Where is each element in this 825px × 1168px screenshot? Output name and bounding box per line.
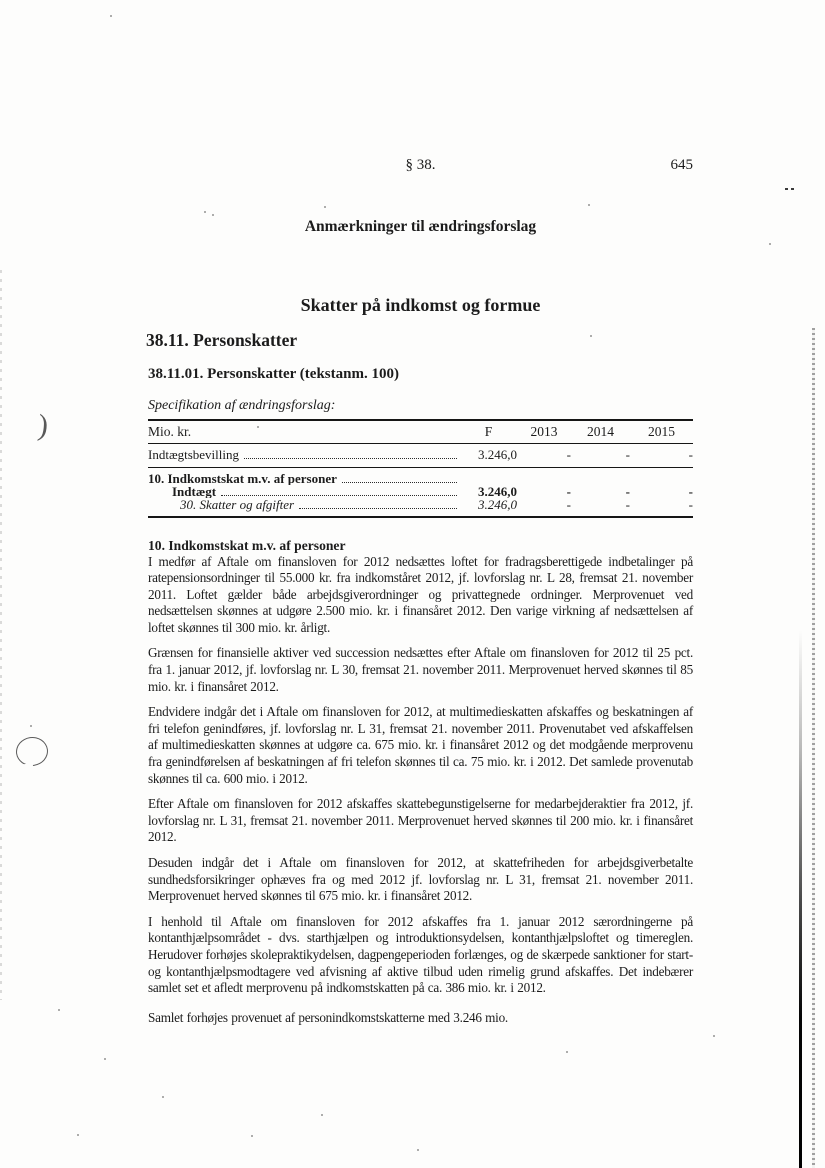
- scan-speck: [30, 725, 32, 727]
- body-paragraph-4: Efter Aftale om finansloven for 2012 afskaffes skattebegunstigelserne for medarbejderaktier fra 2012, jf. lovforslag nr. L 31, fremsat 21. november 2011. Merprovenuet herved skønnes til 200 mio. kr. i finansåret 2012.: [148, 796, 693, 845]
- row-label: Indtægtsbevilling: [148, 447, 239, 462]
- row-label: 10. Indkomstskat m.v. af personer: [148, 472, 337, 485]
- scan-speck: [212, 214, 214, 216]
- value-f: 3.246,0: [478, 497, 517, 512]
- table-header-row: [148, 421, 693, 444]
- header-cell-mio-kr: [148, 424, 460, 440]
- row-label: 30. Skatter og afgifter: [180, 498, 295, 512]
- header-cell-f: F: [484, 424, 493, 439]
- scan-speck: [588, 204, 590, 206]
- scan-circle-gap: [23, 763, 34, 769]
- scan-speck: [566, 1051, 568, 1053]
- scan-spine-line-gray: [812, 328, 815, 1168]
- scan-speck: [769, 243, 771, 245]
- body-section-heading: 10. Indkomstskat m.v. af personer: [148, 537, 346, 553]
- table-row-indtaegt: [148, 485, 693, 498]
- dot-leader: [221, 495, 457, 496]
- scan-speck: [257, 426, 259, 428]
- value-2014: -: [625, 447, 630, 462]
- scan-speck: [417, 1149, 419, 1151]
- dot-leader: [244, 458, 457, 459]
- row-label: Indtægt: [172, 485, 217, 498]
- title-skatter-paa-indkomst: Skatter på indkomst og formue: [300, 295, 541, 315]
- scan-speck: [110, 15, 112, 17]
- scan-speck: [324, 206, 326, 208]
- heading-38-11-personskatter: 38.11. Personskatter: [146, 330, 298, 350]
- header-cell-2014: 2014: [587, 424, 614, 439]
- scan-spine-line-dark: [799, 630, 802, 1168]
- body-paragraph-7: Samlet forhøjes provenuet af personindkomstskatterne med 3.246 mio.: [148, 1009, 508, 1025]
- scan-circle-mark: [14, 735, 50, 768]
- body-paragraph-5: Desuden indgår det i Aftale om finansloven for 2012, at skattefriheden for arbejdsgiverbetalte sundhedsforsikringer ophæves fra og med 2012 jf. lovforslag nr. L 31, fremsat 21. november 2011. Merprovenuet herved skønnes til 675 mio. kr. i finansåret 2012.: [148, 855, 693, 904]
- value-2015: -: [688, 484, 693, 499]
- scan-speck: [251, 1135, 253, 1137]
- value-f: 3.246,0: [478, 484, 517, 499]
- scan-speck: [204, 211, 206, 213]
- row-label-cell: [148, 447, 460, 463]
- value-f: 3.246,0: [478, 447, 517, 462]
- page-number: 645: [670, 157, 693, 173]
- page-content: [148, 155, 693, 1026]
- row-label-cell: [148, 485, 460, 498]
- value-2015: -: [688, 447, 693, 462]
- page-header: [148, 155, 693, 175]
- row-label-cell: [148, 498, 460, 512]
- scan-speck: [590, 335, 592, 337]
- value-2014: -: [625, 484, 630, 499]
- row-label-cell: [148, 472, 460, 485]
- scan-speck: [791, 188, 794, 190]
- body-paragraph-2: Grænsen for finansielle aktiver ved succession nedsættes efter Aftale om finansloven for 2012 til 25 pct. fra 1. januar 2012, jf. lovforslag nr. L 30, fremsat 21. november 2011. Merprovenuet herved skønnes til 85 mio. kr. i finansåret 2012.: [148, 645, 693, 694]
- table-row-indkomstskat-gruppe: [148, 468, 693, 485]
- header-cell-2015: 2015: [648, 424, 675, 439]
- table-caption: Specifikation af ændringsforslag:: [148, 398, 336, 413]
- value-2015: -: [688, 497, 693, 512]
- title-anmaerkninger: Anmærkninger til ændringsforslag: [304, 218, 537, 235]
- scan-speck: [713, 1035, 715, 1037]
- body-paragraph-6: I henhold til Aftale om finansloven for 2012 afskaffes fra 1. januar 2012 særordningerne på kontanthjælpsområdet - dvs. starthjælpen og introduktionsydelsen, kontanthjælpsloftet og timereglen. Herudover forhøjes skolepraktikydelsen, dagpengeperioden forlænges, og de skærpede sanktioner for start- og kontanthjælpsmodtagere ved afvisning af aktive tilbud uden rimelig grund afskaffes. Det indebærer samlet set et afledt merprovenu på indkomstskatten på ca. 386 mio. kr. i 2012.: [148, 913, 693, 996]
- table-row-skatter-og-afgifter: [148, 498, 693, 516]
- scan-parenthesis-mark: ): [36, 408, 50, 443]
- specification-table: [148, 419, 693, 518]
- body-paragraph-3: Endvidere indgår det i Aftale om finansloven for 2012, at multimedieskatten afskaffes og beskatningen af fri telefon genindføres, jf. lovforslag nr. L 31, fremsat 21. november 2011. Provenutabet ved afskaffelsen af multimedieskatten skønnes at udgøre ca. 675 mio. kr. i finansåret 2012 og det modgående merprovenu fra genindførelsen af beskatningen af fri telefon skønnes til ca. 75 mio. kr. i 2012. Det samlede provenutab skønnes til ca. 600 mio. i 2012.: [148, 704, 693, 786]
- column-label: Mio. kr.: [148, 424, 192, 439]
- value-2014: -: [625, 497, 630, 512]
- value-2013: -: [566, 447, 571, 462]
- scan-speck: [104, 1058, 106, 1060]
- table-row-indtaegtsbevilling: [148, 444, 693, 468]
- dot-leader: [342, 482, 457, 483]
- scan-left-edge-line: [0, 270, 2, 1000]
- scan-speck: [162, 1096, 164, 1098]
- scan-speck: [785, 188, 788, 190]
- value-2013: -: [566, 484, 571, 499]
- dot-leader: [299, 508, 457, 509]
- scan-speck: [77, 1134, 79, 1136]
- heading-38-11-01-personskatter: 38.11.01. Personskatter (tekstanm. 100): [148, 366, 399, 382]
- header-cell-2013: 2013: [530, 424, 558, 439]
- scan-speck: [58, 1009, 60, 1011]
- scan-speck: [321, 1114, 323, 1116]
- section-number: § 38.: [405, 157, 436, 173]
- body-paragraph-1: I medfør af Aftale om finansloven for 2012 nedsættes loftet for fradragsberettigede indbetalinger på ratepensionsordninger til 55.000 kr. fra indkomståret 2012, jf. lovforslag nr. L 28, fremsat 21. november 2011. Loftet gælder både arbejdsgiverordninger og privattegnede ordninger. Merprovenuet ved nedsættelsen skønnes at udgøre 2.500 mio. kr. i finansåret 2012. Den varige virkning af nedsættelsen af loftet skønnes til 300 mio. kr. årligt.: [148, 553, 693, 635]
- value-2013: -: [566, 497, 571, 512]
